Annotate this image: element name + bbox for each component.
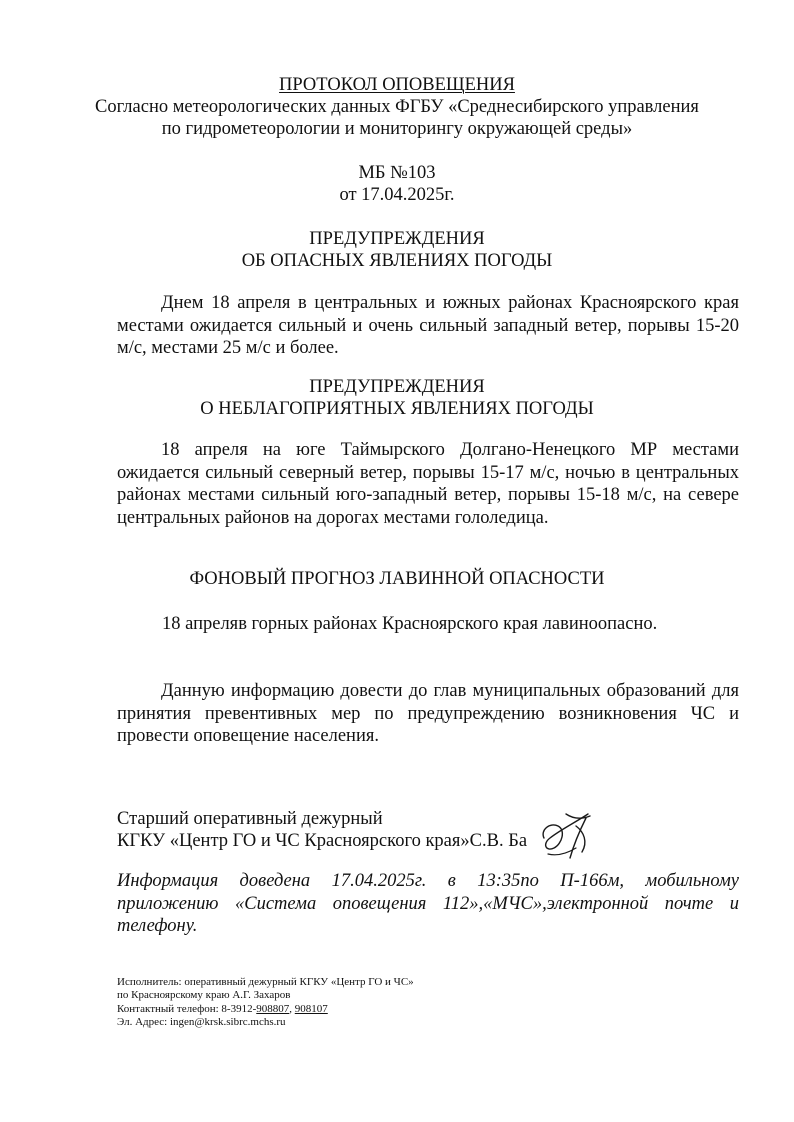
footer-executor-line1: Исполнитель: оперативный дежурный КГКУ «Центр ГО и ЧС»: [117, 976, 414, 988]
section-avalanche-heading: ФОНОВЫЙ ПРОГНОЗ ЛАВИННОЙ ОПАСНОСТИ: [189, 569, 605, 589]
instruction-text: Данную информацию довести до глав муниципальных образований для принятия превентивных мер по предупреждению возникновения ЧС и провести оповещение населения.: [117, 681, 739, 746]
section-dangerous-heading: [0, 228, 794, 272]
section-adverse-heading-line2: О НЕБЛАГОПРИЯТНЫХ ЯВЛЕНИЯХ ПОГОДЫ: [200, 399, 594, 419]
section-adverse-heading-line1: ПРЕДУПРЕЖДЕНИЯ: [309, 377, 485, 397]
document-date: от 17.04.2025г.: [339, 185, 455, 205]
section-dangerous-heading-line1: ПРЕДУПРЕЖДЕНИЯ: [309, 229, 485, 249]
handwritten-signature: [536, 808, 598, 866]
delivery-info: Информация доведена 17.04.2025г. в 13:35по П-166м, мобильному приложению «Система оповещения 112»,«МЧС»,электронной почте и телефону.: [117, 871, 739, 936]
header-source-line1: Согласно метеорологических данных ФГБУ «Среднесибирского управления: [95, 97, 699, 117]
header-source-line2: по гидрометеорологии и мониторингу окружающей среды»: [161, 119, 633, 139]
document-header: [0, 74, 794, 140]
footer-phone-separator: ,: [289, 1002, 295, 1015]
section-avalanche-text: 18 апреляв горных районах Красноярского края лавиноопасно.: [162, 614, 658, 634]
footer-phone-line: [117, 1003, 414, 1016]
section-dangerous-text: Днем 18 апреля в центральных и южных районах Красноярского края местами ожидается сильный и очень сильный западный ветер, порывы 15-20 м/с, местами 25 м/с и более.: [117, 293, 739, 358]
section-dangerous-heading-line2: ОБ ОПАСНЫХ ЯВЛЕНИЯХ ПОГОДЫ: [241, 251, 553, 271]
protocol-title: ПРОТОКОЛ ОПОВЕЩЕНИЯ: [279, 75, 515, 95]
signatory-position: Старший оперативный дежурный: [117, 809, 383, 829]
document-id-block: [0, 162, 794, 206]
footer-phone-label: Контактный телефон: 8-3912-: [117, 1002, 257, 1015]
phone-link-1[interactable]: 908807: [256, 1002, 290, 1015]
section-adverse-heading: [0, 376, 794, 420]
section-adverse-text: 18 апреля на юге Таймырского Долгано-Ненецкого МР местами ожидается сильный северный ветер, порывы 15-17 м/с, ночью в центральных районах местами сильный юго-западный ветер, порывы 15-18 м/с, на севере центральных районов на дорогах местами гололедица.: [117, 440, 739, 528]
signatory-organization: КГКУ «Центр ГО и ЧС Красноярского края»С.В. Ба: [117, 831, 528, 851]
executor-footer: [117, 976, 414, 1030]
document-number: МБ №103: [358, 163, 436, 183]
footer-email-line: Эл. Адрес: ingen@krsk.sibrc.mchs.ru: [117, 1016, 286, 1029]
phone-link-2[interactable]: 908107: [294, 1002, 328, 1015]
footer-executor-line2: по Красноярскому краю А.Г. Захаров: [117, 989, 291, 1002]
